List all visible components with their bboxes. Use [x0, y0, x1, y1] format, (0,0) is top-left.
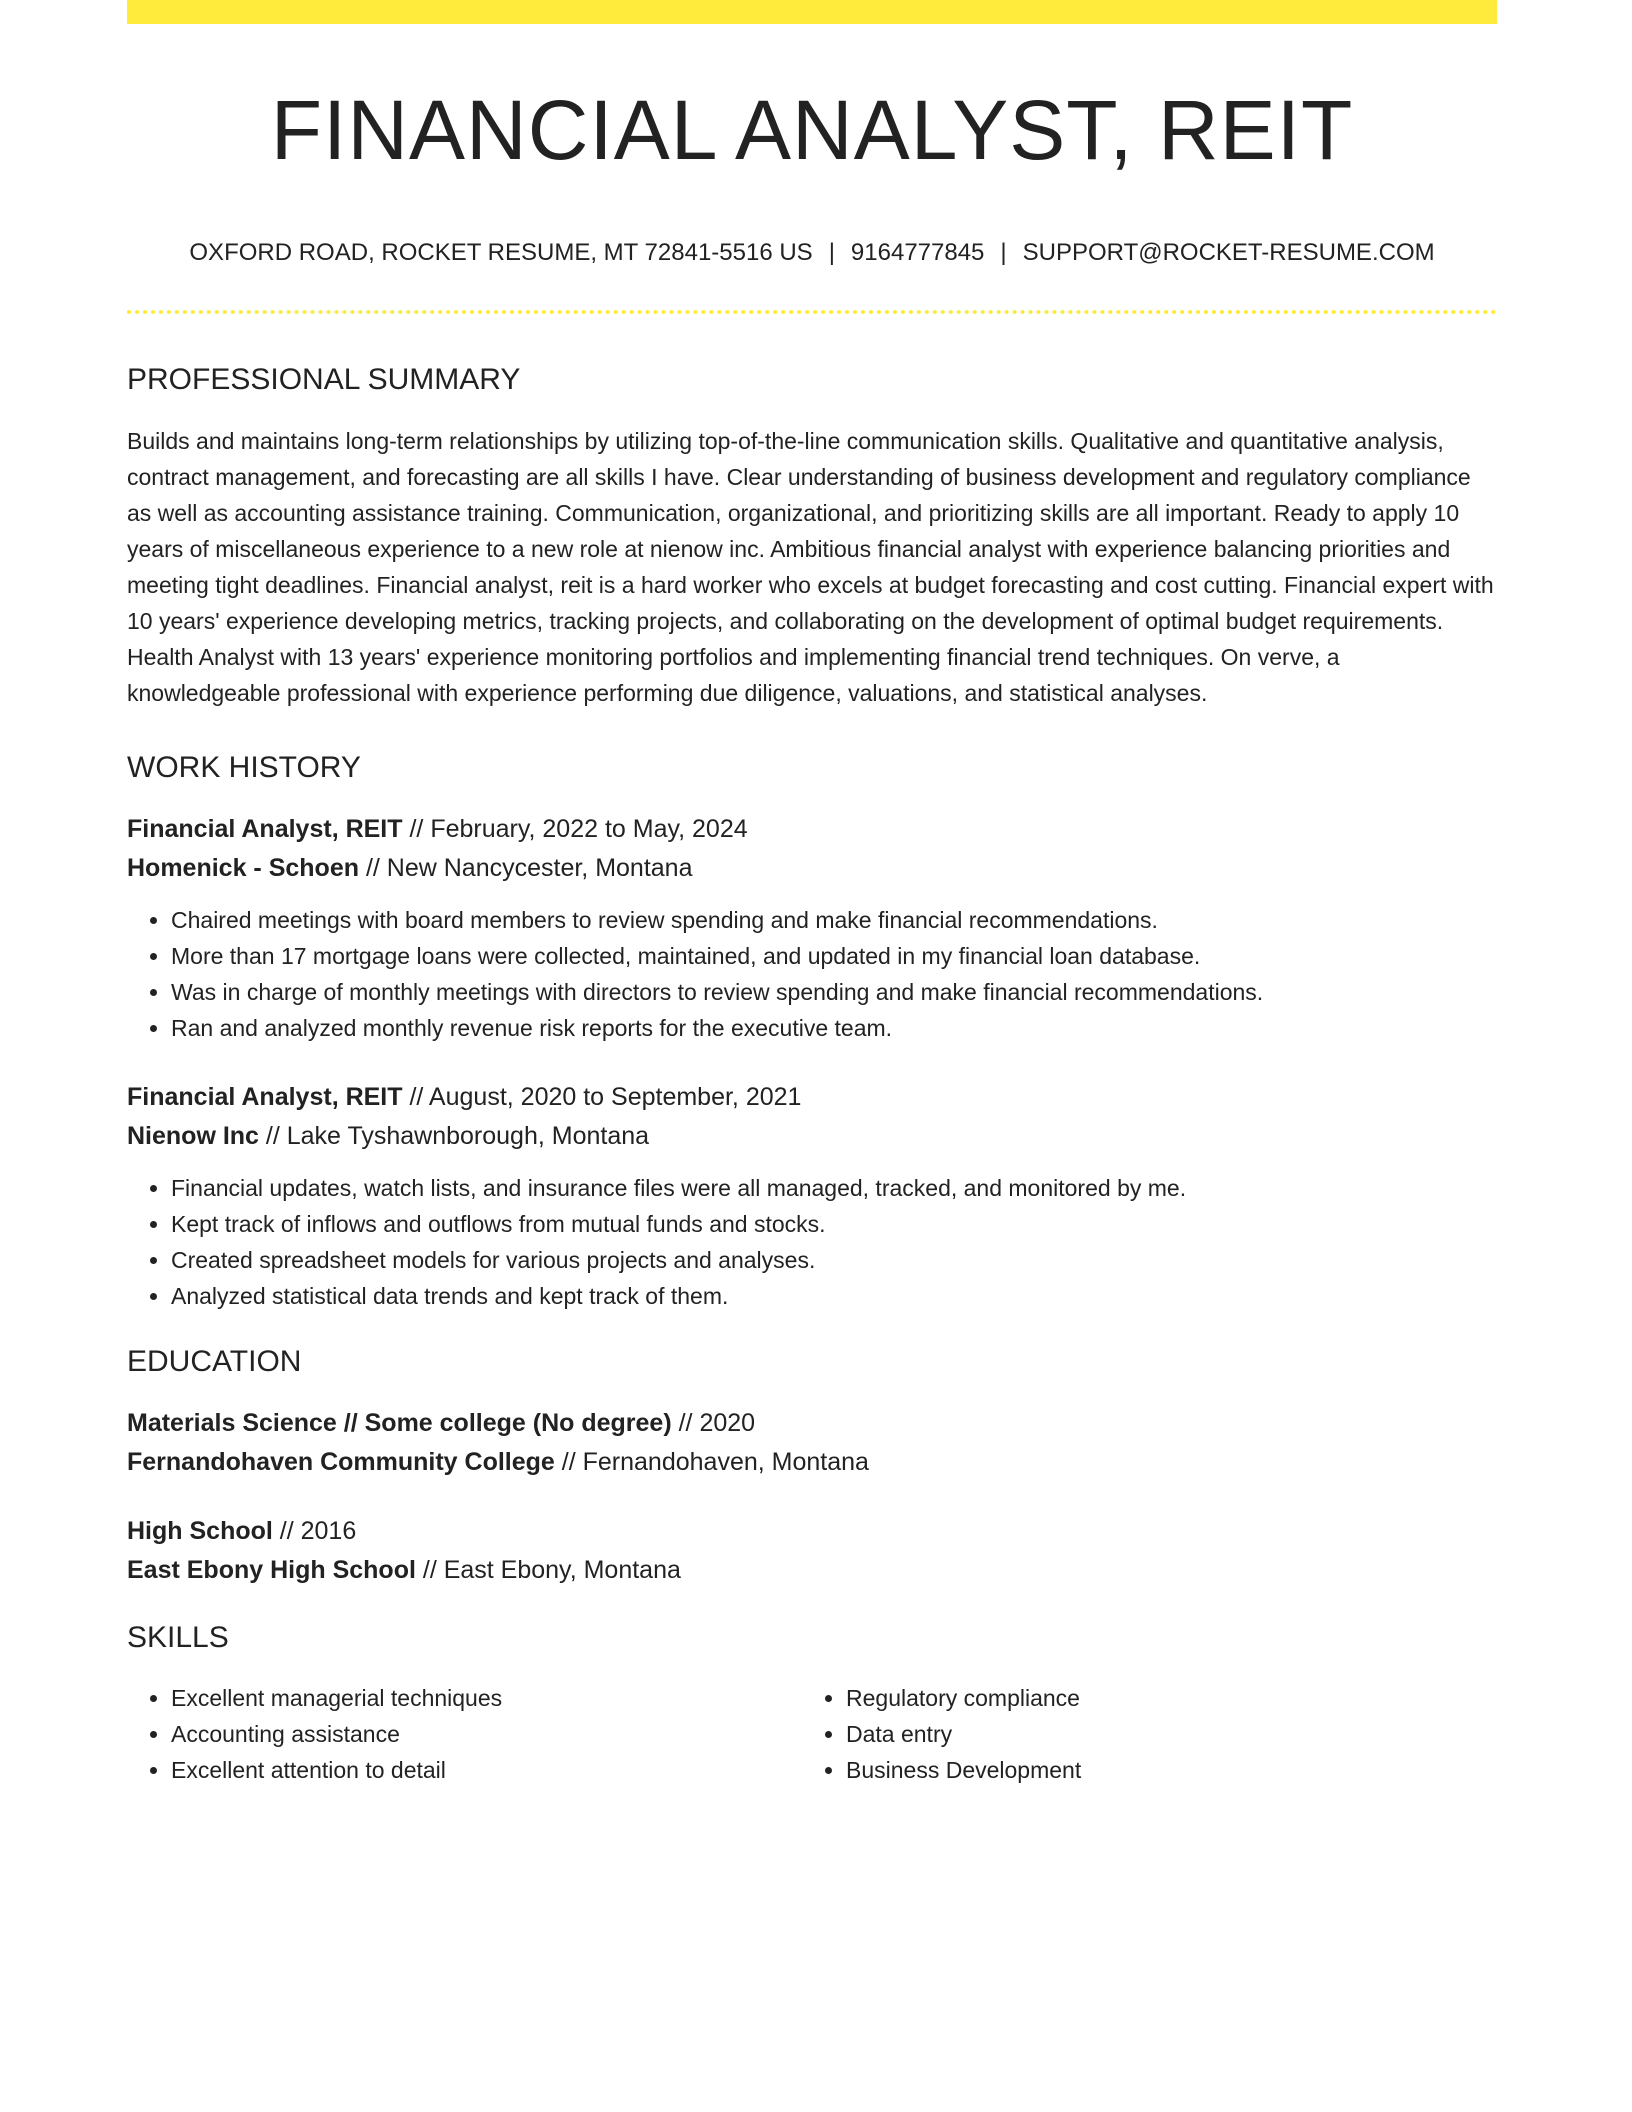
- degree-name: Materials Science // Some college (No degree): [127, 1409, 672, 1437]
- contact-line: [127, 238, 1497, 268]
- job-bullet: • Analyzed statistical data trends and kept track of them.: [171, 1278, 1497, 1314]
- skill-item: • Data entry: [846, 1716, 1477, 1752]
- job-title-line: [127, 810, 1497, 849]
- school-name: East Ebony High School: [127, 1556, 416, 1584]
- degree-year: // 2020: [671, 1409, 756, 1437]
- degree-year: // 2016: [272, 1517, 357, 1545]
- education-entry: [127, 1512, 1497, 1590]
- job-bullet: • Created spreadsheet models for various projects and analyses.: [171, 1242, 1497, 1278]
- header-divider: [127, 310, 1497, 314]
- contact-separator: |: [828, 239, 835, 266]
- school-line: [127, 1443, 1497, 1482]
- job-location: // New Nancycester, Montana: [359, 854, 693, 882]
- degree-line: [127, 1512, 1497, 1551]
- job-bullet: • More than 17 mortgage loans were collected, maintained, and updated in my financial loan database.: [171, 938, 1497, 974]
- degree-line: [127, 1404, 1497, 1443]
- school-location: // Fernandohaven, Montana: [554, 1448, 869, 1476]
- summary-heading: PROFESSIONAL SUMMARY: [127, 363, 521, 396]
- school-name: Fernandohaven Community College: [127, 1448, 555, 1476]
- school-location: // East Ebony, Montana: [415, 1556, 681, 1584]
- job-bullet: • Was in charge of monthly meetings with directors to review spending and make financial recommendations.: [171, 974, 1497, 1010]
- job-entry: [127, 1078, 1497, 1314]
- education-heading: EDUCATION: [127, 1345, 302, 1378]
- job-bullet: • Ran and analyzed monthly revenue risk reports for the executive team.: [171, 1010, 1497, 1046]
- work-history-heading: WORK HISTORY: [127, 751, 361, 784]
- accent-bar: [127, 0, 1497, 24]
- job-entry: [127, 810, 1497, 1046]
- job-company: Nienow Inc: [127, 1122, 259, 1150]
- job-location: // Lake Tyshawnborough, Montana: [258, 1122, 650, 1150]
- job-title-line: [127, 1078, 1497, 1117]
- skill-item: • Regulatory compliance: [846, 1680, 1477, 1716]
- job-bullets: [127, 1170, 1497, 1314]
- skills-list-left: [127, 1680, 802, 1788]
- candidate-name: FINANCIAL ANALYST, REIT: [270, 83, 1354, 177]
- skill-item: • Accounting assistance: [171, 1716, 802, 1752]
- skill-item: • Business Development: [846, 1752, 1477, 1788]
- education-entry: [127, 1404, 1497, 1482]
- job-dates: // August, 2020 to September, 2021: [402, 1083, 802, 1111]
- skills-heading: SKILLS: [127, 1621, 229, 1654]
- school-line: [127, 1551, 1497, 1590]
- job-company-line: [127, 1117, 1497, 1156]
- skills-columns: [127, 1680, 1497, 1788]
- degree-name: High School: [127, 1517, 273, 1545]
- skill-item: • Excellent managerial techniques: [171, 1680, 802, 1716]
- job-bullet: • Kept track of inflows and outflows from mutual funds and stocks.: [171, 1206, 1497, 1242]
- contact-phone: 9164777845: [850, 239, 985, 266]
- job-role: Financial Analyst, REIT: [127, 1083, 403, 1111]
- job-bullet: • Chaired meetings with board members to review spending and make financial recommendations.: [171, 902, 1497, 938]
- skills-list-right: [802, 1680, 1477, 1788]
- contact-address: OXFORD ROAD, ROCKET RESUME, MT 72841-5516 US: [189, 239, 813, 266]
- contact-email: SUPPORT@ROCKET-RESUME.COM: [1022, 239, 1435, 266]
- summary-text: Builds and maintains long-term relationships by utilizing top-of-the-line communication skills. Qualitative and quantitative analysis, contract management, and forecasting are all skills I have. Clear understanding of business development and regulatory compliance as well as accounting assistance training. Communication, organizational, and prioritizing skills are all important. Ready to apply 10 years of miscellaneous experience to a new role at nienow inc. Ambitious financial analyst with experience balancing priorities and meeting tight deadlines. Financial analyst, reit is a hard worker who excels at budget forecasting and cost cutting. Financial expert with 10 years' experience developing metrics, tracking projects, and collaborating on the development of optimal budget requirements. Health Analyst with 13 years' experience monitoring portfolios and implementing financial trend techniques. On verve, a knowledgeable professional with experience performing due diligence, valuations, and statistical analyses.: [127, 428, 1494, 706]
- job-bullet: • Financial updates, watch lists, and insurance files were all managed, tracked, and monitored by me.: [171, 1170, 1497, 1206]
- job-company-line: [127, 849, 1497, 888]
- job-role: Financial Analyst, REIT: [127, 815, 403, 843]
- resume-page: [127, 0, 1497, 1788]
- job-dates: // February, 2022 to May, 2024: [402, 815, 748, 843]
- job-company: Homenick - Schoen: [127, 854, 359, 882]
- skill-item: • Excellent attention to detail: [171, 1752, 802, 1788]
- job-bullets: [127, 902, 1497, 1046]
- contact-separator: |: [1000, 239, 1007, 266]
